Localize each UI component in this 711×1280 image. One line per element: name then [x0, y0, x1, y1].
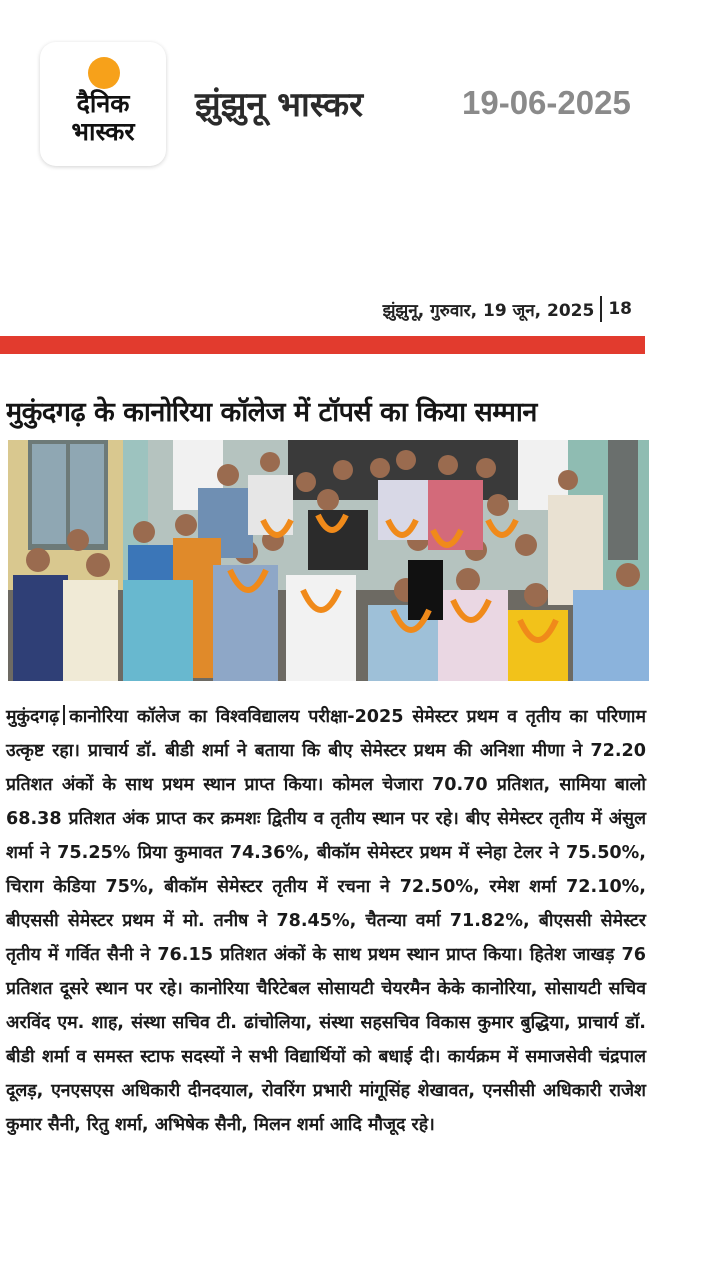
next-headline-cropped	[140, 1266, 620, 1280]
dateline-place: मुकुंदगढ़	[6, 707, 60, 727]
dateline-text: झुंझुनू, गुरुवार, 19 जून, 2025	[382, 300, 595, 321]
dateline-separator	[600, 296, 602, 322]
article-headline: मुकुंदगढ़ के कानोरिया कॉलेज में टॉपर्स का किया सम्मान	[6, 397, 537, 428]
page-dateline	[370, 296, 632, 322]
group-photo-illustration	[8, 440, 649, 681]
section-divider-bar	[0, 336, 645, 354]
sun-icon	[88, 57, 120, 89]
logo-text-line2: भास्कर	[71, 117, 135, 146]
group-photo-icon	[8, 440, 649, 681]
header	[0, 0, 711, 200]
edition-date: 19-06-2025	[462, 84, 631, 121]
page-number: 18	[608, 299, 632, 319]
paper-name: झुंझुनू भास्कर	[195, 85, 364, 125]
article-text: कानोरिया कॉलेज का विश्वविद्यालय परीक्षा-2025 सेमेस्टर प्रथम व तृतीय का परिणाम उत्कृष्ट रहा। प्राचार्य डॉ. बीडी शर्मा ने बताया कि बीए सेमेस्टर प्रथम की अनिशा मीणा ने 72.20 प्रतिशत अंकों के साथ प्रथम स्थान प्राप्त किया। कोमल चेजारा 70.70 प्रतिशत, सामिया बालो 68.38 प्रतिशत अंक प्राप्त कर क्रमशः द्वितीय व तृतीय स्थान पर रहे। बीए सेमेस्टर तृतीय में अंसुल शर्मा ने 75.25% प्रिया कुमावत 74.36%, बीकॉम सेमेस्टर प्रथम में स्नेहा टेलर ने 75.50%, चिराग केडिया 75%, बीकॉम सेमेस्टर तृतीय में रचना ने 72.50%, रमेश शर्मा 72.10%, बीएससी सेमेस्टर प्रथम में मो. तनीष ने 78.45%, चैतन्या वर्मा 71.82%, बीएससी सेमेस्टर तृतीय में गर्वित सैनी ने 76.15 प्रतिशत अंकों के साथ प्रथम स्थान प्राप्त किया। हितेश जाखड़ 76 प्रतिशत दूसरे स्थान पर रहे। कानोरिया चैरिटेबल सोसायटी चेयरमैन केके कानोरिया, सोसायटी सचिव अरविंद एम. शाह, संस्था सचिव टी. ढांचोलिया, संस्था सहसचिव विकास कुमार बुद्धिया, प्राचार्य डॉ. बीडी शर्मा व समस्त स्टाफ सदस्यों ने सभी विद्यार्थियों को बधाई दी। कार्यक्रम में समाजसेवी चंद्रपाल दूलड़, एनएसएस अधिकारी दीनदयाल, रोवरिंग प्रभारी मांगूसिंह शेखावत, एनसीसी अधिकारी राजेश कुमार सैनी, रितु शर्मा, अभिषेक सैनी, मिलन शर्मा आदि मौजूद रहे।	[6, 707, 646, 1135]
article-body	[6, 700, 646, 1142]
dainik-bhaskar-logo[interactable]	[40, 42, 166, 166]
place-separator	[63, 705, 65, 725]
logo-text-line1: दैनिक	[76, 89, 130, 118]
